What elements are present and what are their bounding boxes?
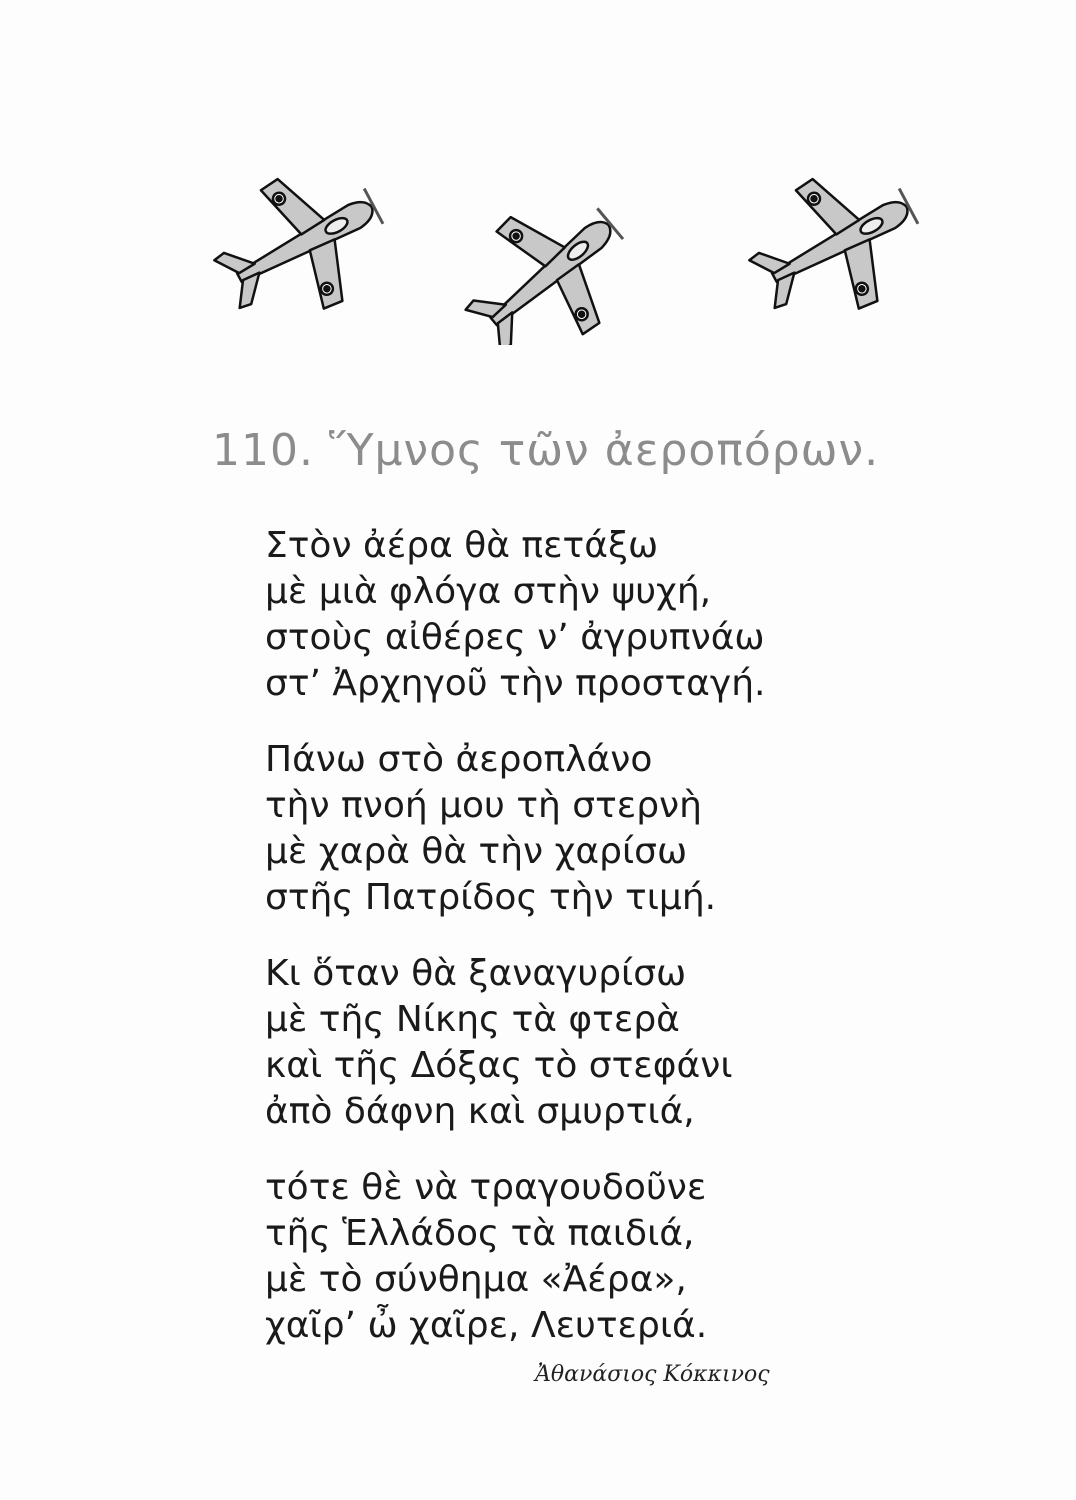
stanza bbox=[265, 523, 885, 707]
verse-line: τῆς Ἑλλάδος τὰ παιδιά, bbox=[265, 1213, 695, 1254]
verse-line: στοὺς αἰθέρες ν’ ἀγρυπνάω bbox=[265, 617, 765, 658]
verse-line: μὲ τὸ σύνθημα «Ἀέρα», bbox=[265, 1259, 687, 1300]
airplane-icon bbox=[745, 165, 945, 315]
verse-line: χαῖρ’ ὦ χαῖρε, Λευτεριά. bbox=[265, 1305, 708, 1346]
verse-line: στῆς Πατρίδος τὴν τιμή. bbox=[265, 877, 717, 918]
poem-author: Ἀθανάσιος Κόκκινος bbox=[535, 1362, 770, 1387]
stanza bbox=[265, 951, 885, 1135]
airplane-icon bbox=[210, 165, 410, 315]
verse-line: Στὸν ἀέρα θὰ πετάξω bbox=[265, 525, 659, 566]
stanza bbox=[265, 1165, 885, 1349]
verse-line: καὶ τῆς Δόξας τὸ στεφάνι bbox=[265, 1045, 733, 1086]
verse-line: τὴν πνοή μου τὴ στερνὴ bbox=[265, 785, 702, 826]
airplane-icon bbox=[455, 195, 655, 345]
verse-line: τότε θὲ νὰ τραγουδοῦνε bbox=[265, 1167, 707, 1208]
verse-line: ἀπὸ δάφνη καὶ σμυρτιά, bbox=[265, 1091, 695, 1132]
verse-line: μὲ μιὰ φλόγα στὴν ψυχή, bbox=[265, 571, 712, 612]
verse-line: μὲ χαρὰ θὰ τὴν χαρίσω bbox=[265, 831, 688, 872]
verse-line: στ’ Ἀρχηγοῦ τὴν προσταγή. bbox=[265, 663, 766, 704]
verse-line: Πάνω στὸ ἀεροπλάνο bbox=[265, 739, 653, 780]
poem-title: 110. Ὕμνος τῶν ἀεροπόρων. bbox=[212, 425, 880, 476]
verse-line: μὲ τῆς Νίκης τὰ φτερὰ bbox=[265, 999, 680, 1040]
stanza bbox=[265, 737, 885, 921]
verse-line: Κι ὅταν θὰ ξαναγυρίσω bbox=[265, 953, 687, 994]
